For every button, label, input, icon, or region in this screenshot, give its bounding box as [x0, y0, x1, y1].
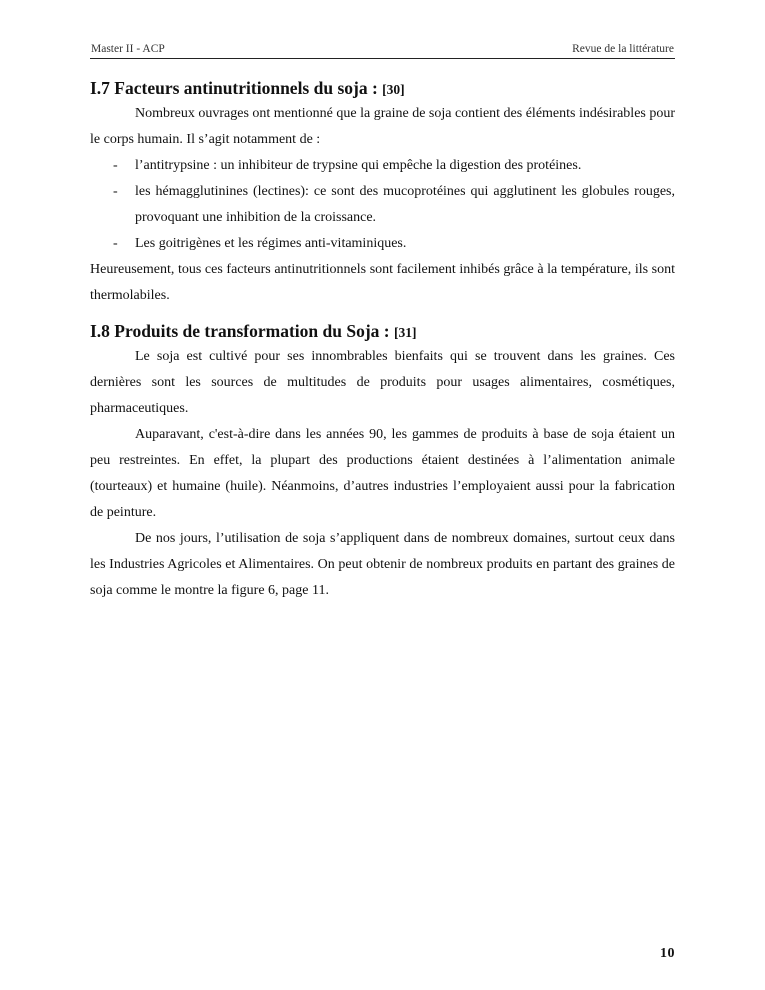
section-title: I.8 Produits de transformation du Soja : [90, 321, 390, 341]
section-heading-8 [90, 318, 675, 344]
page-body [90, 75, 675, 604]
bullet-marker: - [113, 184, 118, 199]
list-item [90, 179, 675, 231]
paragraph: Nombreux ouvrages ont mentionné que la graine de soja contient des éléments indésirables pour le corps humain. Il s’agit notamment de : [90, 106, 676, 147]
header-right-text: Revue de la littérature [572, 43, 674, 55]
section-title: I.7 Facteurs antinutritionnels du soja : [90, 78, 378, 98]
section-gap [90, 309, 675, 318]
list-item-text: les hémagglutinines (lectines): ce sont des mucoprotéines qui agglutinent les globules rouges, provoquant une inhibition de la croissance. [135, 184, 675, 225]
citation-ref: [30] [382, 82, 405, 97]
running-header [90, 41, 675, 59]
paragraph: Le soja est cultivé pour ses innombrables bienfaits qui se trouvent dans les graines. Ces dernières sont les sources de multitudes de produits pour usages alimentaires, cosmétiques, pharmaceutiques. [90, 349, 675, 416]
paragraph: Auparavant, c'est-à-dire dans les années 90, les gammes de produits à base de soja étaient un peu restreintes. En effet, la plupart des productions étaient destinées à l’alimentation animale (tourteaux) et humaine (huile). Néanmoins, d’autres industries l’employaient aussi pour la fabrication de peinture. [90, 427, 675, 520]
page-number: 10 [660, 946, 675, 961]
citation-ref: [31] [394, 325, 417, 340]
bullet-list [90, 153, 675, 257]
section-heading-7 [90, 75, 675, 101]
list-item-text: l’antitrypsine : un inhibiteur de trypsine qui empêche la digestion des protéines. [135, 158, 582, 173]
bullet-marker: - [113, 158, 118, 173]
list-item [90, 153, 675, 179]
header-left-text: Master II - ACP [91, 43, 165, 55]
list-item-text: Les goitrigènes et les régimes anti-vitaminiques. [135, 236, 407, 251]
paragraph: De nos jours, l’utilisation de soja s’appliquent dans de nombreux domaines, surtout ceux dans les Industries Agricoles et Alimentaires. On peut obtenir de nombreux produits en partant des graines de soja comme le montre la figure 6, page 11. [90, 531, 675, 598]
bullet-marker: - [113, 236, 118, 251]
paragraph: Heureusement, tous ces facteurs antinutritionnels sont facilement inhibés grâce à la température, ils sont thermolabiles. [90, 262, 675, 303]
list-item [90, 231, 675, 257]
